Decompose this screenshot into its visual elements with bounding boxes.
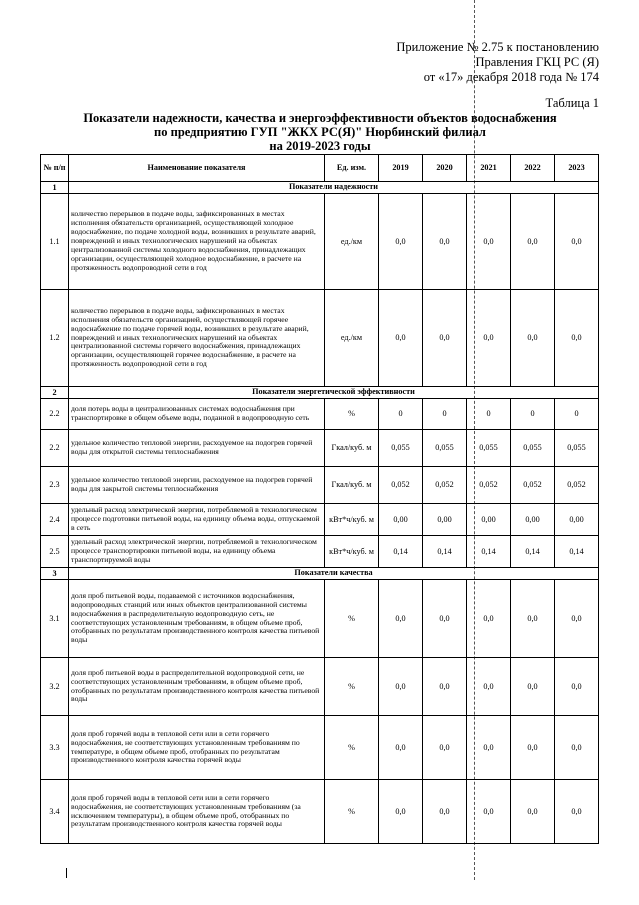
value-cell: 0,0 — [511, 580, 555, 658]
value-cell: 0,00 — [379, 504, 423, 536]
appendix-line-2: Правления ГКЦ РС (Я) — [475, 55, 599, 69]
row-number: 1.2 — [41, 290, 69, 387]
value-cell: 0,14 — [467, 536, 511, 568]
value-cell: 0,055 — [423, 430, 467, 467]
indicator-name: доля проб питьевой воды в распределительной водопроводной сети, не соответствующих установленным требованиям, в общем объеме проб, отобранных по результатам производственного контроля качества питьевой воды — [69, 658, 325, 716]
indicator-name: доля проб горячей воды в тепловой сети или в сети горячего водоснабжения, не соответствующих установленным требованиям (за исключением температуры), в общем объеме проб, отобранных по результатам производственного контроля качества горячей воды — [69, 780, 325, 844]
value-cell: 0,0 — [511, 780, 555, 844]
indicator-name: удельное количество тепловой энергии, расходуемое на подогрев горячей воды для открытой системы теплоснабжения — [69, 430, 325, 467]
header-unit: Ед. изм. — [325, 155, 379, 182]
value-cell: 0,052 — [379, 467, 423, 504]
value-cell: 0,052 — [555, 467, 599, 504]
value-cell: 0 — [467, 399, 511, 430]
indicators-table — [40, 154, 599, 844]
section-number: 1 — [41, 182, 69, 194]
value-cell: 0,0 — [423, 780, 467, 844]
header-year: 2023 — [555, 155, 599, 182]
unit-cell: ед./км — [325, 194, 379, 290]
header-name: Наименование показателя — [69, 155, 325, 182]
row-number: 2.2 — [41, 399, 69, 430]
unit-cell: % — [325, 399, 379, 430]
section-title: Показатели энергетической эффективности — [69, 387, 599, 399]
indicator-name: доля проб питьевой воды, подаваемой с источников водоснабжения, водопроводных станций или иных объектов централизованной системы водоснабжения в распределительную водопроводную сеть, не соответствующих установленным требованиям, в общем объеме проб, отобранных по результатам производственного контроля качества питьевой воды — [69, 580, 325, 658]
unit-cell: % — [325, 780, 379, 844]
value-cell: 0,052 — [467, 467, 511, 504]
value-cell: 0 — [423, 399, 467, 430]
value-cell: 0,0 — [467, 580, 511, 658]
header-year: 2020 — [423, 155, 467, 182]
row-number: 3.4 — [41, 780, 69, 844]
value-cell: 0,0 — [423, 716, 467, 780]
value-cell: 0,0 — [511, 194, 555, 290]
value-cell: 0,055 — [467, 430, 511, 467]
row-number: 3.1 — [41, 580, 69, 658]
document-title — [40, 111, 600, 153]
value-cell: 0,14 — [511, 536, 555, 568]
value-cell: 0,0 — [467, 194, 511, 290]
row-number: 3.2 — [41, 658, 69, 716]
section-number: 2 — [41, 387, 69, 399]
value-cell: 0,0 — [467, 658, 511, 716]
row-number: 2.4 — [41, 504, 69, 536]
section-row — [41, 387, 599, 399]
value-cell: 0,0 — [423, 658, 467, 716]
indicator-name: количество перерывов в подаче воды, зафиксированных в местах исполнения обязательств организацией, осуществляющей горячее водоснабжение по подаче горячей воды, возникших в результате аварий, повреждений и иных технологических нарушений на объектах централизованной системы горячего водоснабжения, принадлежащих организации, осуществляющей горячее водоснабжение, в расчете на протяженность водопроводной сети в год — [69, 290, 325, 387]
appendix-line-3: от «17» декабря 2018 года № 174 — [423, 70, 599, 84]
value-cell: 0,0 — [423, 580, 467, 658]
unit-cell: кВт*ч/куб. м — [325, 536, 379, 568]
value-cell: 0,14 — [423, 536, 467, 568]
header-num: № п/п — [41, 155, 69, 182]
title-line-1: Показатели надежности, качества и энергоэффективности объектов водоснабжения — [83, 111, 557, 125]
value-cell: 0,0 — [555, 716, 599, 780]
table-label: Таблица 1 — [545, 96, 599, 110]
value-cell: 0,0 — [555, 194, 599, 290]
unit-cell: % — [325, 716, 379, 780]
value-cell: 0 — [555, 399, 599, 430]
value-cell: 0 — [511, 399, 555, 430]
value-cell: 0,0 — [423, 194, 467, 290]
value-cell: 0,055 — [379, 430, 423, 467]
indicator-name: удельный расход электрической энергии, потребляемой в технологическом процессе транспортировки питьевой воды, на единицу объема транспортируемой воды — [69, 536, 325, 568]
table-row — [41, 780, 599, 844]
value-cell: 0,00 — [511, 504, 555, 536]
section-row — [41, 568, 599, 580]
appendix-header — [396, 40, 599, 85]
indicator-name: удельный расход электрической энергии, потребляемой в технологическом процессе подготовки питьевой воды, на единицу объема воды, отпускаемой в сеть — [69, 504, 325, 536]
table-row — [41, 399, 599, 430]
value-cell: 0,14 — [379, 536, 423, 568]
row-number: 3.3 — [41, 716, 69, 780]
value-cell: 0,0 — [555, 780, 599, 844]
header-row — [41, 155, 599, 182]
unit-cell: кВт*ч/куб. м — [325, 504, 379, 536]
unit-cell: % — [325, 658, 379, 716]
table-row — [41, 536, 599, 568]
value-cell: 0,0 — [467, 780, 511, 844]
value-cell: 0,0 — [467, 716, 511, 780]
header-year: 2021 — [467, 155, 511, 182]
value-cell: 0 — [379, 399, 423, 430]
unit-cell: ед./км — [325, 290, 379, 387]
value-cell: 0,052 — [511, 467, 555, 504]
unit-cell: Гкал/куб. м — [325, 430, 379, 467]
table-row — [41, 467, 599, 504]
value-cell: 0,0 — [379, 580, 423, 658]
table-row — [41, 658, 599, 716]
section-title: Показатели качества — [69, 568, 599, 580]
value-cell: 0,0 — [379, 290, 423, 387]
row-number: 2.3 — [41, 467, 69, 504]
title-line-2: по предприятию ГУП "ЖКХ РС(Я)" Нюрбинский филиал — [154, 125, 486, 139]
table-row — [41, 430, 599, 467]
header-year: 2019 — [379, 155, 423, 182]
value-cell: 0,00 — [423, 504, 467, 536]
value-cell: 0,0 — [555, 290, 599, 387]
row-number: 2.5 — [41, 536, 69, 568]
value-cell: 0,0 — [423, 290, 467, 387]
value-cell: 0,14 — [555, 536, 599, 568]
table-row — [41, 716, 599, 780]
value-cell: 0,00 — [555, 504, 599, 536]
table-row — [41, 194, 599, 290]
indicator-name: удельное количество тепловой энергии, расходуемое на подогрев горячей воды для закрытой системы теплоснабжения — [69, 467, 325, 504]
row-number: 2.2 — [41, 430, 69, 467]
unit-cell: Гкал/куб. м — [325, 467, 379, 504]
value-cell: 0,0 — [379, 658, 423, 716]
appendix-line-1: Приложение № 2.75 к постановлению — [396, 40, 599, 54]
table-row — [41, 290, 599, 387]
value-cell: 0,0 — [511, 290, 555, 387]
table-row — [41, 504, 599, 536]
header-year: 2022 — [511, 155, 555, 182]
value-cell: 0,0 — [511, 716, 555, 780]
section-row — [41, 182, 599, 194]
value-cell: 0,052 — [423, 467, 467, 504]
indicator-name: доля проб горячей воды в тепловой сети или в сети горячего водоснабжения, не соответствующих установленным требованиям по температуре, в общем объеме проб, отобранных по результатам производственного контроля качества горячей воды — [69, 716, 325, 780]
section-title: Показатели надежности — [69, 182, 599, 194]
value-cell: 0,0 — [467, 290, 511, 387]
unit-cell: % — [325, 580, 379, 658]
indicator-name: доля потерь воды в централизованных системах водоснабжения при транспортировке в общем объеме воды, поданной в водопроводную сеть — [69, 399, 325, 430]
table-row — [41, 580, 599, 658]
value-cell: 0,0 — [555, 580, 599, 658]
value-cell: 0,0 — [379, 194, 423, 290]
value-cell: 0,055 — [555, 430, 599, 467]
row-number: 1.1 — [41, 194, 69, 290]
title-line-3: на 2019-2023 годы — [269, 139, 371, 153]
section-number: 3 — [41, 568, 69, 580]
value-cell: 0,055 — [511, 430, 555, 467]
margin-mark — [66, 868, 67, 878]
value-cell: 0,0 — [511, 658, 555, 716]
value-cell: 0,00 — [467, 504, 511, 536]
value-cell: 0,0 — [379, 716, 423, 780]
table-body — [41, 182, 599, 844]
indicator-name: количество перерывов в подаче воды, зафиксированных в местах исполнения обязательств организацией, осуществляющей холодное водоснабжение, по подаче холодной воды, возникших в результате аварий, повреждений и иных технологических нарушений на объектах централизованной системы холодного водоснабжения, принадлежащих организации, осуществляющей холодное водоснабжение, в расчете на протяженность водопроводной сети в год — [69, 194, 325, 290]
value-cell: 0,0 — [555, 658, 599, 716]
value-cell: 0,0 — [379, 780, 423, 844]
